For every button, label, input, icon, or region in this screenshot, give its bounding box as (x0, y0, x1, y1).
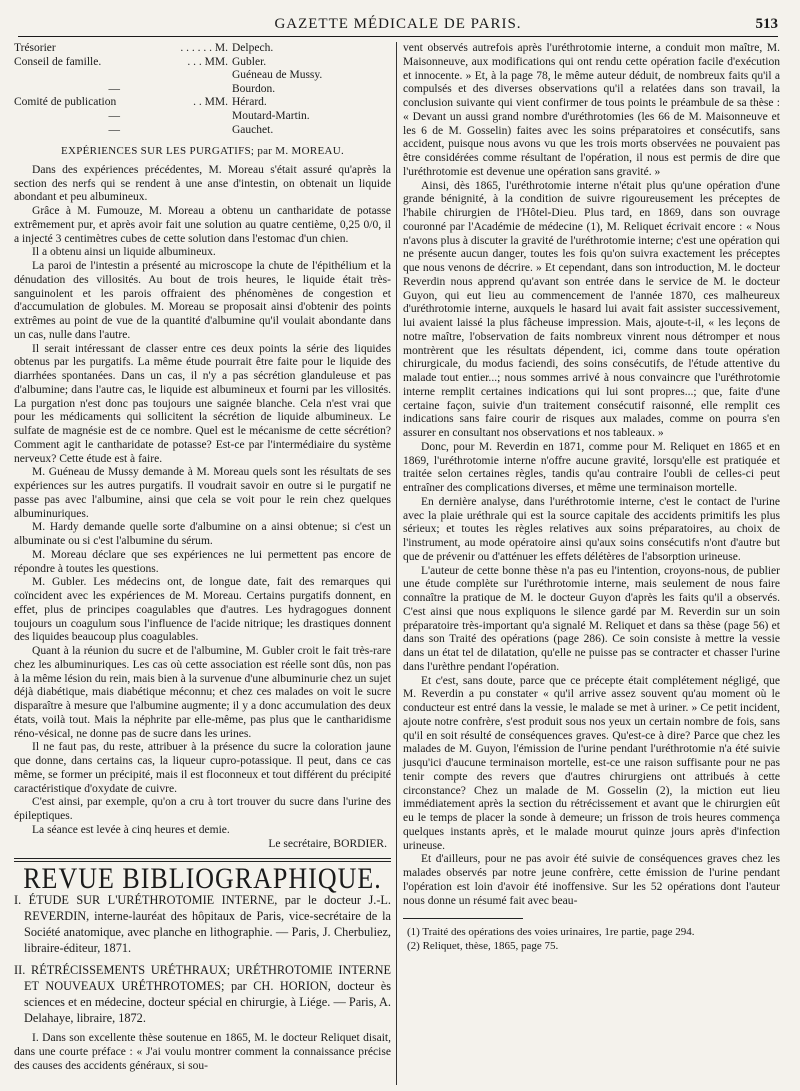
paragraph: vent observés autrefois après l'uréthrotomie interne, a conduit mon maître, M. Maisonneuve, aux modifications qui ont rendu cette opération facile d'exécution et innocente. » Et, à la page 78, le même auteur déduit, de nombreux faits qu'il a compulsés et des diverses observations qu'il a relatées dans son travail, la conclusion suivante qui vient confirmer de tous points le préambule de sa thèse : « Devant un aussi grand nombre d'uréthrotomies (les 66 de M. Maisonneuve et les 6 de M. Gosselin) faites avec les soins préparatoires et consécutifs, sans accident, puisque nous avons vu que les trois morts observées ne pouvaient pas être considérées comme résultant de l'opération, il nous est permis de dire que l'uréthrotomie est devenue une opération sans gravité. » (403, 42, 780, 178)
officer-name: Guéneau de Mussy. (232, 69, 323, 82)
paragraph: I. Dans son excellente thèse soutenue en 1865, M. le docteur Reliquet disait, dans une courte préface : « J'ai voulu montrer comment la connaissance précise des causes des accidents généraux, si sou- (14, 1032, 391, 1072)
paragraph: Il a obtenu ainsi un liquide albumineux. (32, 246, 216, 259)
officer-name: Gubler. (232, 55, 267, 68)
footnote: (2) Reliquet, thèse, 1865, page 75. (407, 940, 559, 953)
footnote: (1) Traité des opérations des voies urinaires, 1re partie, page 294. (407, 926, 695, 939)
officer-prefix (142, 124, 232, 138)
officer-role: Comité de publication (14, 96, 117, 109)
column-divider (396, 42, 397, 1085)
right-column (403, 42, 780, 1085)
paragraph: La paroi de l'intestin a présenté au microscope la chute de l'épithélium et la dénudation des villosités. Au bout de trois heures, le liquide était très-sanguinolent et les parois offraient des phénomènes de congestion et d'accumulation de globules. M. Moreau se proposait ainsi d'obtenir des points extrêmes au point de vue de la quantité d'albumine qu'il voulait abondante dans un cas, nulle dans l'autre. (14, 260, 391, 341)
officer-row (14, 83, 391, 97)
footnote-rule (403, 918, 523, 919)
officer-row (14, 124, 391, 138)
officer-role: — (108, 109, 120, 122)
officer-name: Delpech. (232, 42, 274, 54)
officer-prefix (142, 110, 232, 124)
officer-prefix (142, 69, 232, 83)
officer-role: — (108, 82, 120, 95)
section-title: EXPÉRIENCES SUR LES PURGATIFS; par M. MOREAU. (60, 145, 345, 158)
officer-prefix: . . . MM. (187, 55, 228, 68)
bibliography-entry: II. RÉTRÉCISSEMENTS URÉTHRAUX; URÉTHROTOMIE INTERNE ET NOUVEAUX URÉTHROTOMES; par CH. HORION, docteur ès sciences et en médecine, docteur spécial en chirurgie, à Liége. — Paris, A. Delahaye, libraire, 1872. (14, 963, 391, 1026)
officer-prefix (142, 83, 232, 97)
bibliography-entry: I. ÉTUDE SUR L'URÉTHROTOMIE INTERNE, par le docteur J.-L. REVERDIN, interne-lauréat des hôpitaux de Paris, vice-secrétaire de la Société anatomique, avec planche en lithographie. — Paris, J. Cherbuliez, libraire-éditeur, 1871. (14, 893, 391, 956)
paragraph: Grâce à M. Fumouze, M. Moreau a obtenu un cantharidate de potasse extrêmement pur, et après avoir fait une solution au quatre centième, 0,25 0/0, il a injecté 3 centimètres cubes de cette solution dans l'estomac d'un chien. (14, 205, 391, 245)
page-number: 513 (755, 16, 778, 32)
officer-row (14, 69, 391, 83)
officer-name: Moutard-Martin. (232, 109, 310, 122)
paragraph: L'auteur de cette bonne thèse n'a pas eu l'intention, croyons-nous, de publier une étude complète sur l'uréthrotomie interne, mais seulement de nous faire connaître la pratique de M. le docteur Guyon d'après les faits qu'il a observés. C'est ainsi que nous expliquons le silence gardé par M. Reverdin sur un soin préparatoire très-important qu'a signalé M. Reliquet et dans sa thèse (page 56) et dans son Traité des opérations (page 286). Ce soin consiste à mettre la vessie dans un état tel de dilatation, qu'elle ne puisse pas se contracter et chasser l'urine dans l'urèthre pendant l'opération. (403, 564, 780, 673)
paragraph: Et c'est, sans doute, parce que ce précepte était complétement négligé, que M. Reverdin a pu constater « qu'il arrive assez souvent qu'au moment où le conducteur est entré dans la vessie, le malade se met à uriner. » Ce petit incident, ajoute notre confrère, s'est produit sous nos yeux un certain nombre de fois, sans qu'il en soit résulté de conséquences graves. Qu'est-ce à dire? Parce que chez les malades de M. Guyon, l'émission de l'urine pendant l'uréthrotomie n'a été suivie jusqu'ici d'aucune terminaison mortelle, est-ce une raison suffisante pour ne pas tenir compte des revers que d'autres chirurgiens ont attribués à cette circonstance? Chez un malade de M. Gosselin (2), la miction eut lieu immédiatement après la section du rétrécissement et avant que le chirurgien eût eu le temps de placer la sonde à demeure; un frisson de trois heures commença quelques instants après, et le malade mourut quinze jours après d'infection urineuse. (403, 674, 780, 852)
paragraph: M. Guéneau de Mussy demande à M. Moreau quels sont les résultats de ses expériences sur les autres purgatifs. Il voudrait savoir en outre si le purgatif ne passe pas avec l'albumine, ainsi que cela se voit pour le rein chez quelques albuminuriques. (14, 466, 391, 520)
officer-row (14, 96, 391, 110)
paragraph: La séance est levée à cinq heures et demie. (32, 823, 230, 836)
officer-role: — (108, 123, 120, 136)
paragraph: Quant à la réunion du sucre et de l'albumine, M. Gubler croit le fait très-rare chez les albuminuriques. Les cas où cette association est réelle sont dûs, non pas à la même lésion du rein, mais bien à la survenue d'une albuminurie chez un sujet déjà diabétique, mais diabétique méconnu; et chez ces malades on voit le sucre disparaître à mesure que l'albumine augmente; il y a donc accumulation des deux états, voilà tout. Mais la néphrite par elle-même, pas plus que le cantharidisme réno-vésical, ne donne pas de sucre dans les urines. (14, 645, 391, 740)
paragraph: C'est ainsi, par exemple, qu'on a cru à tort trouver du sucre dans l'urine des épileptiques. (14, 796, 391, 823)
paragraph: Donc, pour M. Reverdin en 1871, comme pour M. Reliquet en 1865 et en 1869, l'uréthrotomie interne n'offre aucune gravité, lorsqu'elle est pratiquée et traitée selon certaines règles, tandis qu'au contraire l'oubli de celles-ci peut entraîner des complications diverses, et même une terminaison mortelle. (403, 440, 780, 494)
paragraph: M. Moreau déclare que ses expériences ne lui permettent pas encore de répondre à toutes les questions. (14, 548, 391, 575)
paragraph: Et d'ailleurs, pour ne pas avoir été suivie de conséquences graves chez les malades observés par notre jeune confrère, cette émission de l'urine pendant l'opération est loin d'avoir été inoffensive. Sur les 52 opérations dont l'auteur nous donne un résumé fait avec beau- (403, 853, 780, 907)
review-heading: REVUE BIBLIOGRAPHIQUE. (23, 862, 382, 896)
officer-role: Trésorier (14, 42, 56, 54)
left-column (14, 42, 391, 1085)
paragraph: M. Hardy demande quelle sorte d'albumine on a ainsi obtenue; si c'est un albuminate ou si c'est l'albumine du sérum. (14, 521, 391, 548)
journal-title: GAZETTE MÉDICALE DE PARIS. (274, 16, 522, 32)
paragraph: M. Gubler. Les médecins ont, de longue date, fait des remarques qui coïncident avec les expériences de M. Moreau. Certains purgatifs donnent, en effet, plus de principes coagulables que d'autres. Les hydragogues donnent toujours un coagulum sous l'influence de l'acide nitrique; les drastiques donnent des liquides beaucoup plus coagulables. (14, 576, 391, 644)
officer-role (14, 69, 142, 83)
paragraph: Il serait intéressant de classer entre ces deux points la série des liquides obtenus par les purgatifs. La même étude pourrait être faite pour le liquide des diarrhées spontanées. Dans un cas, il n'y a pas sécrétion glanduleuse et pas d'albumine; dans l'autre cas, le liquide est albumineux et fourni par les villosités. La purgation n'est donc pas toujours une saignée blanche. Cela n'est vrai que pour les médicaments qui sollicitent la sécrétion de liquide albumineux. Le sulfate de magnésie est de ce nombre. Quel est le mécanisme de cette sécrétion? Comment agit le cantharidate de potasse? Est-ce par l'intermédiaire du système nerveux? Cette étude est à faire. (14, 342, 391, 465)
signature: Le secrétaire, BORDIER. (268, 837, 387, 850)
officer-name: Bourdon. (232, 82, 276, 95)
paragraph: Ainsi, dès 1865, l'uréthrotomie interne n'était plus qu'une opération d'une grande bénignité, à la condition de suivre rigoureusement les préceptes de l'habile chirurgien de l'Hôtel-Dieu. Plus tard, en 1869, dans son ouvrage couronné par l'Académie de médecine (1), M. Reliquet écrivait encore : « Nous n'avons plus à discuter la gravité de l'uréthrotomie interne; c'est une opération qui ne présente aucun danger, toutes les fois qu'on suivra exactement les préceptes que nous venons de décrire. » Et cependant, dans son introduction, M. le docteur Reverdin nous apprend qu'avant son entrée dans le service de M. le docteur Guyon, qui eut lieu au commencement de l'année 1870, ces malheureux d'uréthrotomie interne, auxquels le hasard lui avait fait assister successivement, lui avaient laissé la plus fâcheuse impression. Mais, ajoute-t-il, « les leçons de notre maître, l'observation de faits nombreux vinrent nous détromper et nous montrèrent que les résultats dépendent, ici, comme dans toute opération chirurgicale, du modus faciendi, des soins consécutifs, de l'étude attentive du malade tout entier...; nous sommes arrivé à nous convaincre que l'uréthrotomie interne remplit certaines indications qui lui sont propres...; que, faite d'une certaine façon, suivie d'un traitement consécutif raisonné, elle remplit ces indications sans faire courir de risques aux malades, comme on pourra s'en assurer en consultant nos observations et nos tableaux. » (403, 179, 780, 439)
officer-row (14, 56, 391, 70)
officer-prefix: . . . . . . M. (180, 42, 228, 54)
officer-name: Hérard. (232, 96, 267, 109)
running-header (18, 14, 778, 37)
officer-row (14, 110, 391, 124)
officer-role: Conseil de famille. (14, 55, 102, 68)
officer-row (14, 42, 391, 56)
officer-prefix: . . MM. (193, 96, 228, 109)
officers-list (14, 42, 391, 137)
paragraph: Il ne faut pas, du reste, attribuer à la présence du sucre la coloration jaune que donne, dans certains cas, la liqueur cupro-potassique. Il peut, dans ce cas même, se former un précipité, mais il est floconneux et tout différent du précipité caractéristique d'oxydate de cuivre. (14, 741, 391, 795)
paragraph: Dans des expériences précédentes, M. Moreau s'était assuré qu'après la section des nerfs qui se rendent à une anse d'intestin, on obtenait un liquide abondant et peu albumineux. (14, 163, 391, 204)
officer-name: Gauchet. (232, 123, 274, 136)
paragraph: En dernière analyse, dans l'uréthrotomie interne, c'est le contact de l'urine avec la plaie uréthrale qui est la source capitale des accidents primitifs les plus sérieux; et toutes les règles relatives aux soins préparatoires, au choix de l'instrument, au mode opératoire ainsi qu'aux soins consécutifs n'ont d'autre but que de prévenir ou d'atténuer les effets délétères de l'absorption urineuse. (403, 495, 780, 563)
